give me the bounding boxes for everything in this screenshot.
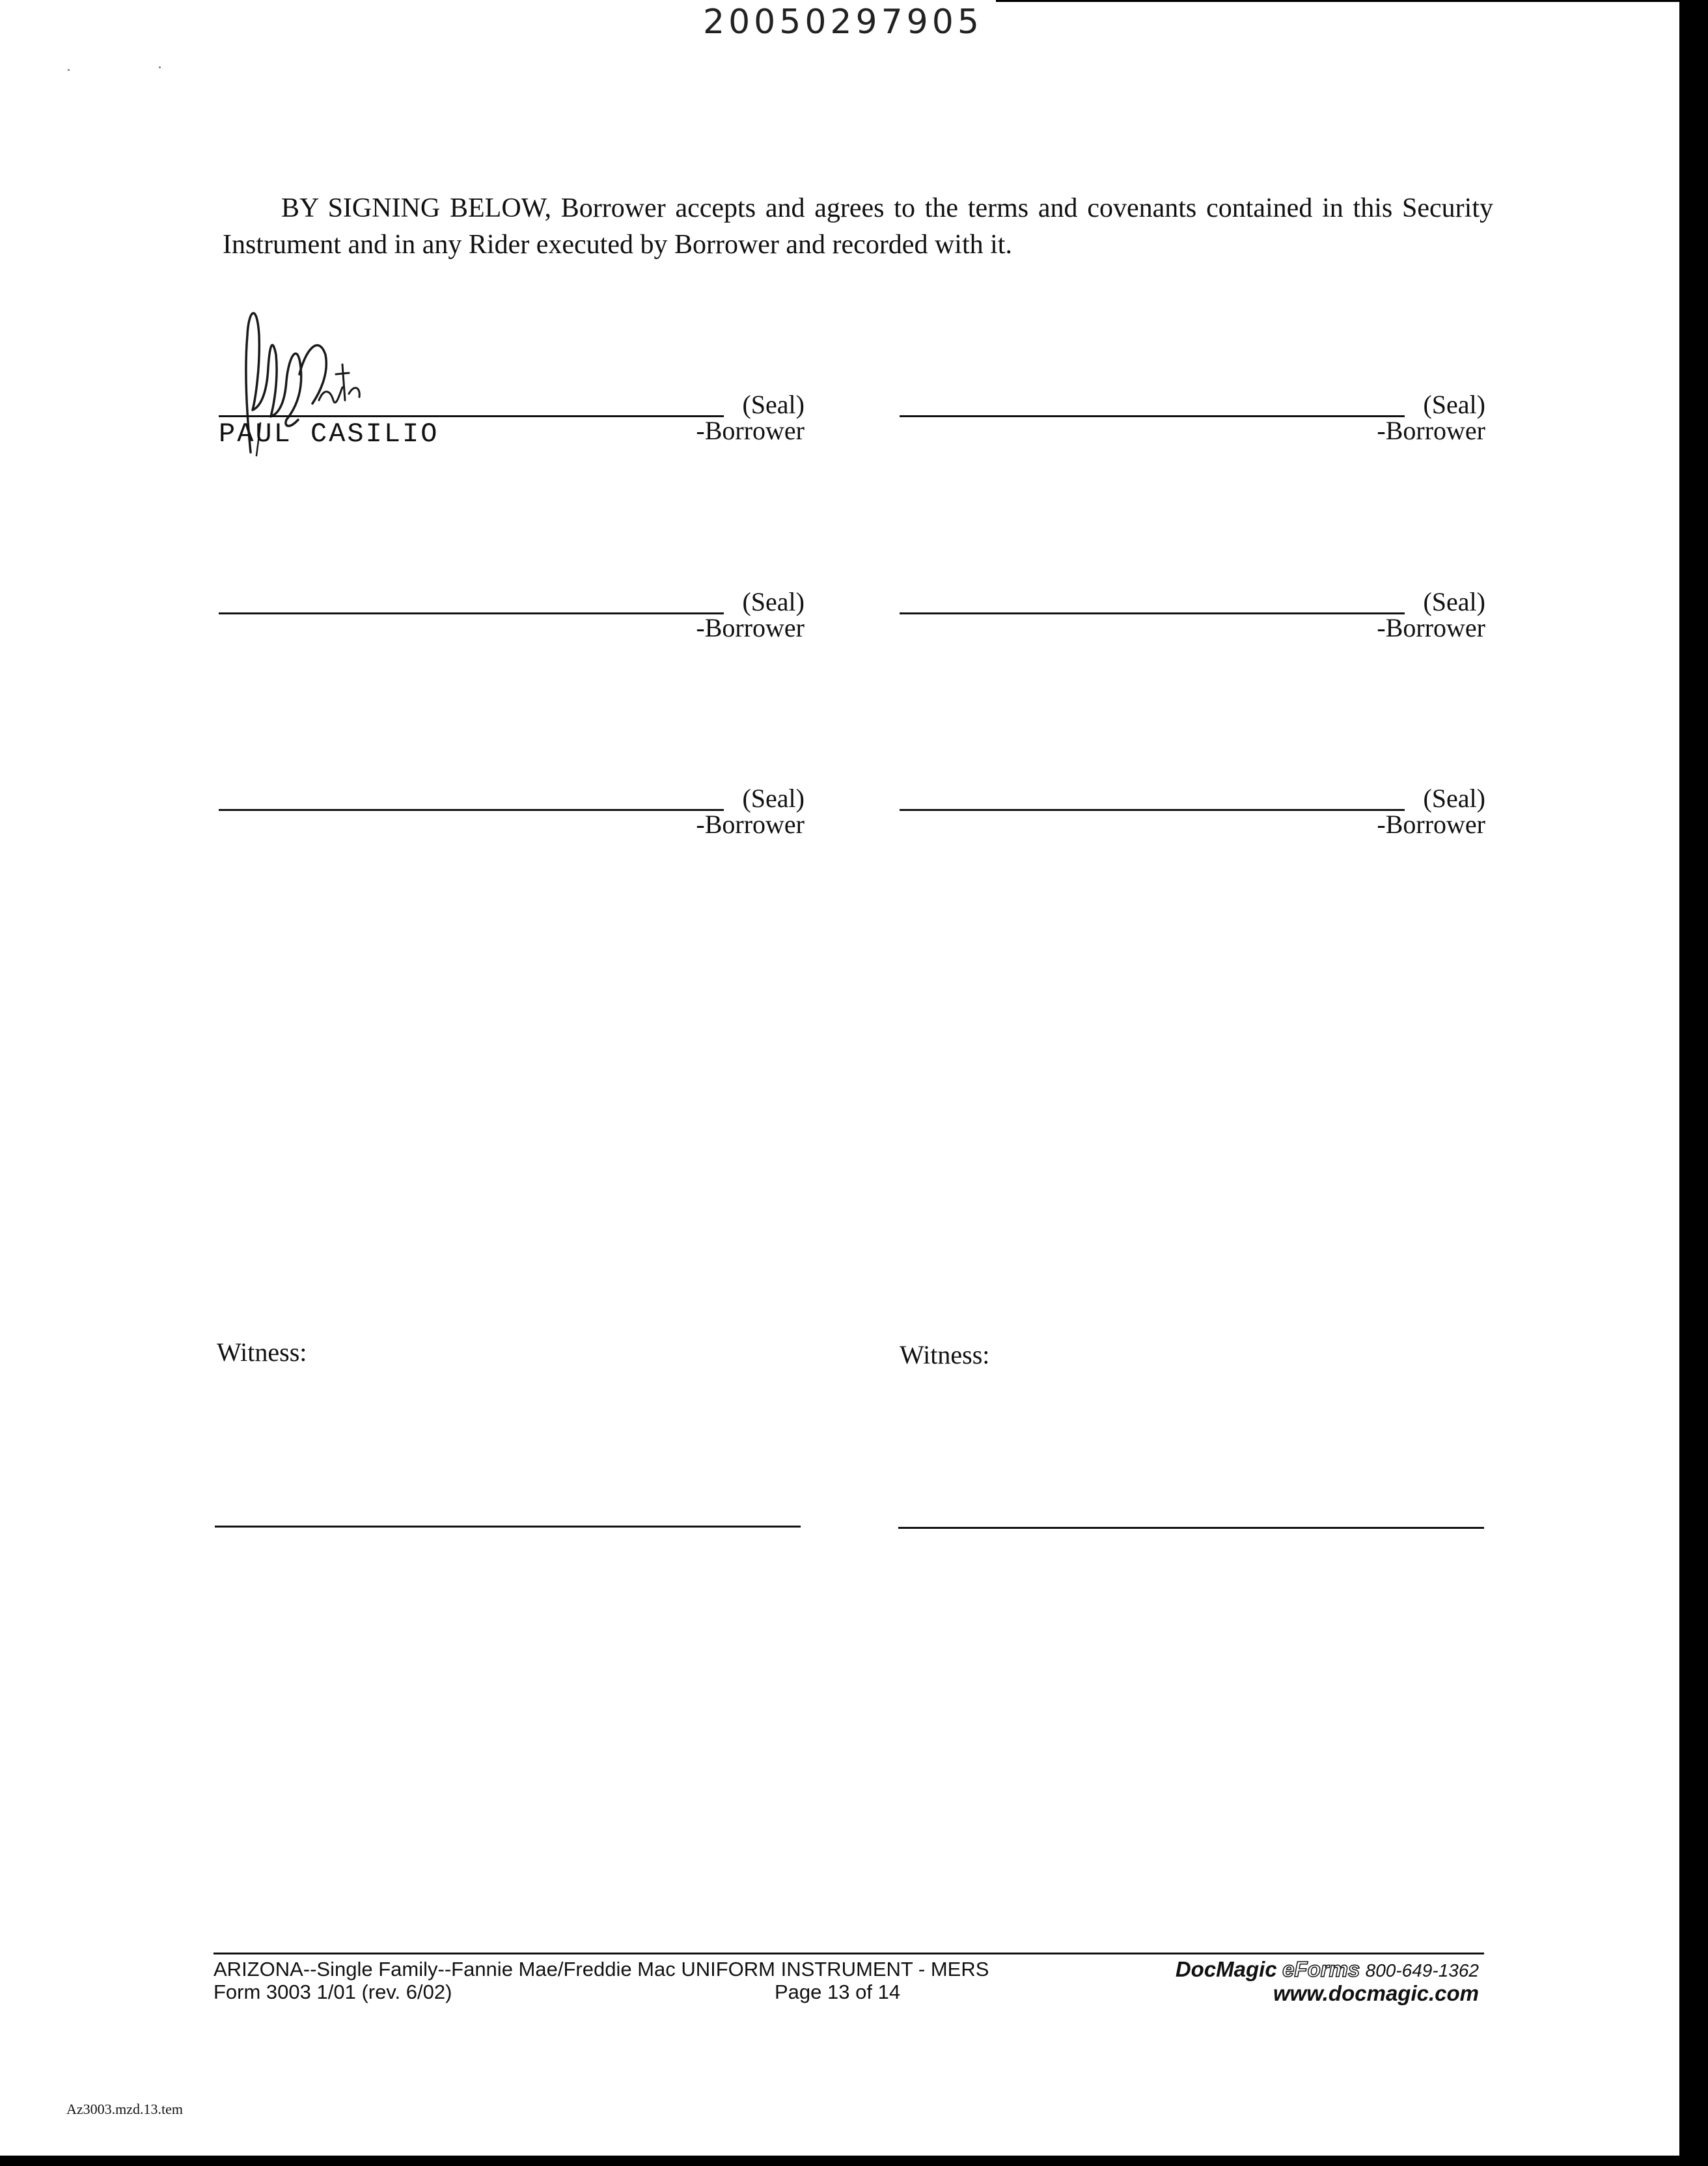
signing-statement-line: Instrument and in any Rider executed by Borrower and recorded with it. xyxy=(223,230,1012,260)
template-file-tag: Az3003.mzd.13.tem xyxy=(66,2101,184,2117)
form-number: Form 3003 1/01 (rev. 6/02) xyxy=(214,1981,452,2003)
scan-edge-right xyxy=(1679,0,1708,2166)
witness-signature-line xyxy=(215,1526,801,1528)
signature-block xyxy=(219,588,805,653)
footer-brand xyxy=(1176,1958,1479,2005)
role-label: -Borrower xyxy=(1377,613,1485,642)
role-label: -Borrower xyxy=(696,810,805,839)
scan-speck xyxy=(68,69,70,71)
signing-statement xyxy=(223,190,1493,263)
seal-label: (Seal) xyxy=(1423,390,1485,419)
signature-line xyxy=(900,612,1405,614)
signature-block xyxy=(219,391,805,456)
role-label: -Borrower xyxy=(1377,810,1485,839)
signature-line xyxy=(219,415,724,417)
form-title: ARIZONA--Single Family--Fannie Mae/Freddie Mac UNIFORM INSTRUMENT - MERS xyxy=(214,1958,989,1981)
recording-number: 20050297905 xyxy=(703,3,983,42)
seal-label: (Seal) xyxy=(742,587,805,616)
brand-name: DocMagic xyxy=(1175,1957,1277,1981)
scan-edge-bottom xyxy=(0,2156,1708,2166)
witness-signature-line xyxy=(898,1527,1484,1529)
seal-label: (Seal) xyxy=(1423,587,1485,616)
signature-line xyxy=(219,612,724,614)
page-number: Page 13 of 14 xyxy=(775,1981,901,2003)
borrower-name: PAUL CASILIO xyxy=(219,418,439,450)
signature-block xyxy=(900,784,1485,849)
signature-block xyxy=(900,391,1485,456)
signature-block xyxy=(900,588,1485,653)
witness-label: Witness: xyxy=(900,1340,990,1369)
witness-label: Witness: xyxy=(217,1337,307,1367)
signature-block xyxy=(219,784,805,849)
seal-label: (Seal) xyxy=(742,784,805,813)
brand-website: www.docmagic.com xyxy=(1273,1981,1479,2005)
scan-edge-top xyxy=(996,0,1679,2)
signature-line xyxy=(900,415,1405,417)
signing-statement-line: BY SIGNING BELOW, Borrower accepts and agrees to the terms and covenants contained in this Security xyxy=(281,193,1493,223)
seal-label: (Seal) xyxy=(742,390,805,419)
scan-speck xyxy=(159,66,161,68)
brand-phone: 800-649-1362 xyxy=(1365,1960,1479,1981)
role-label: -Borrower xyxy=(1377,416,1485,445)
role-label: -Borrower xyxy=(696,416,805,445)
signature-line xyxy=(219,809,724,811)
role-label: -Borrower xyxy=(696,613,805,642)
signature-line xyxy=(900,809,1405,811)
brand-product: eForms xyxy=(1282,1957,1360,1981)
seal-label: (Seal) xyxy=(1423,784,1485,813)
footer-rule xyxy=(214,1953,1484,1954)
